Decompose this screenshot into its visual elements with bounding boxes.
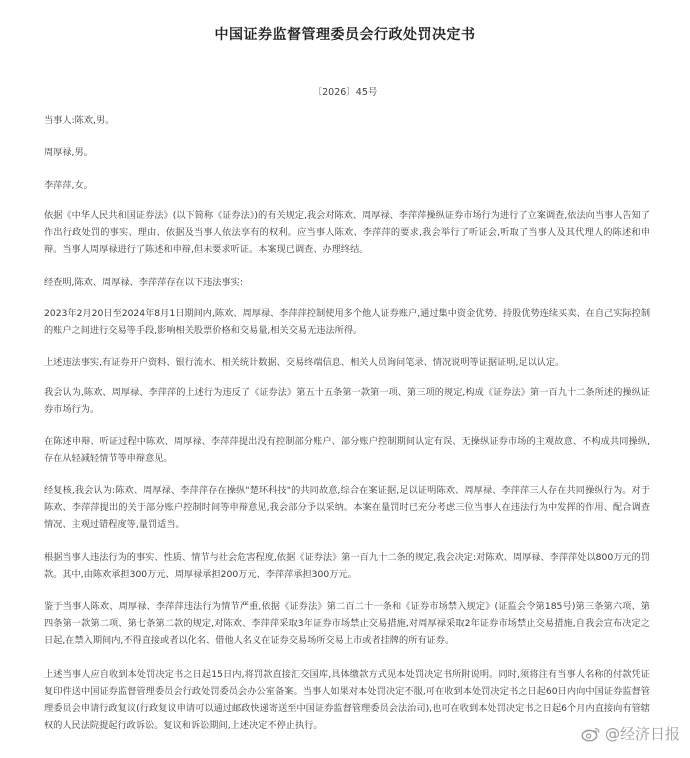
party-li: 李萍萍,女。 <box>44 180 93 191</box>
paragraph-evidence: 上述违法事实,有证券开户资料、银行流水、相关统计数据、交易终端信息、相关人员询问笔录、情况说明等证据证明,足以认定。 <box>44 357 565 368</box>
paragraph-defense: 在陈述申辩、听证过程中陈欢、周厚禄、李萍萍提出没有控制部分账户、部分账户控制期间认定有误、无操纵证券市场的主观故意、不构成共同操纵,存在从轻减轻情节等申辩意见。 <box>44 436 650 464</box>
paragraph-violation: 我会认为,陈欢、周厚禄、李萍萍的上述行为违反了《证券法》第五十五条第一款第一项、第三项的规定,构成《证券法》第一百九十二条所述的操纵证券市场行为。 <box>44 387 650 415</box>
paragraph-findings-intro: 经查明,陈欢、周厚禄、李萍萍存在以下违法事实: <box>44 277 243 288</box>
paragraph-payment-appeal: 上述当事人应自收到本处罚决定书之日起15日内,将罚款直接汇交国库,具体缴款方式见本处罚决定书所附说明。同时,须将注有当事人名称的付款凭证复印件送中国证券监督管理委员会行政处罚委员会办公室备案。当事人如果对本处罚决定不服,可在收到本处罚决定书之日起60日内向中国证券监督管理委员会申请行政复议(行政复议申请可以通过邮政快递寄送至中国证券监督管理委员会法治司),也可在收到本处罚决定书之日起6个月内直接向有管辖权的人民法院提起行政诉讼。复议和诉讼期间,上述决定不停止执行。 <box>44 669 650 731</box>
paragraph-market-ban: 鉴于当事人陈欢、周厚禄、李萍萍违法行为情节严重,依据《证券法》第二百二十一条和《证券市场禁入规定》(证监会令第185号)第三条第六项、第四条第一款第二项、第七条第二款的规定,对陈欢、李萍萍采取3年证券市场禁止交易措施,对周厚禄采取2年证券市场禁止交易措施,自我会宣布决定之日起,在禁入期间内,不得直接或者以化名、借他人名义在证券交易场所交易上市或者挂牌的所有证券。 <box>44 601 650 646</box>
party-zhou: 周厚禄,男。 <box>44 147 93 158</box>
paragraph-basis: 依据《中华人民共和国证券法》(以下简称《证券法》)的有关规定,我会对陈欢、周厚禄、李萍萍操纵证券市场行为进行了立案调查,依法向当事人告知了作出行政处罚的事实、理由、依据及当事人依法享有的权利。应当事人陈欢、李萍萍的要求,我会举行了听证会,听取了当事人及其代理人的陈述和申辩。当事人周厚禄进行了陈述和申辩,但未要求听证。本案现已调查、办理终结。 <box>44 210 650 255</box>
paragraph-penalty: 根据当事人违法行为的事实、性质、情节与社会危害程度,依据《证券法》第一百九十二条的规定,我会决定:对陈欢、周厚禄、李萍萍处以800万元的罚款。其中,由陈欢承担300万元、周厚禄承担200万元、李萍萍承担300万元。 <box>44 552 650 580</box>
watermark <box>581 723 680 744</box>
document-number: 〔2026〕45号 <box>312 87 378 98</box>
document-title: 中国证券监督管理委员会行政处罚决定书 <box>214 27 476 43</box>
weibo-logo-icon <box>581 726 601 742</box>
paragraph-facts: 2023年2月20日至2024年8月1日期间内,陈欢、周厚禄、李萍萍控制使用多个他人证券账户,通过集中资金优势、持股优势连续买卖、在自己实际控制的账户之间进行交易等手段,影响相关股票价格和交易量,相关交易无违法所得。 <box>44 308 650 336</box>
watermark-text: @经济日报 <box>604 725 680 743</box>
paragraph-review: 经复核,我会认为:陈欢、周厚禄、李萍萍存在操纵"楚环科技"的共同故意,综合在案证据,足以证明陈欢、周厚禄、李萍萍三人存在共同操纵行为。对于陈欢、李萍萍提出的关于部分账户控制时间等申辩意见,我会部分予以采纳。本案在量罚时已充分考虑三位当事人在违法行为中发挥的作用、配合调查情况、主观过错程度等,量罚适当。 <box>44 485 650 530</box>
party-chen: 当事人:陈欢,男。 <box>44 115 115 126</box>
